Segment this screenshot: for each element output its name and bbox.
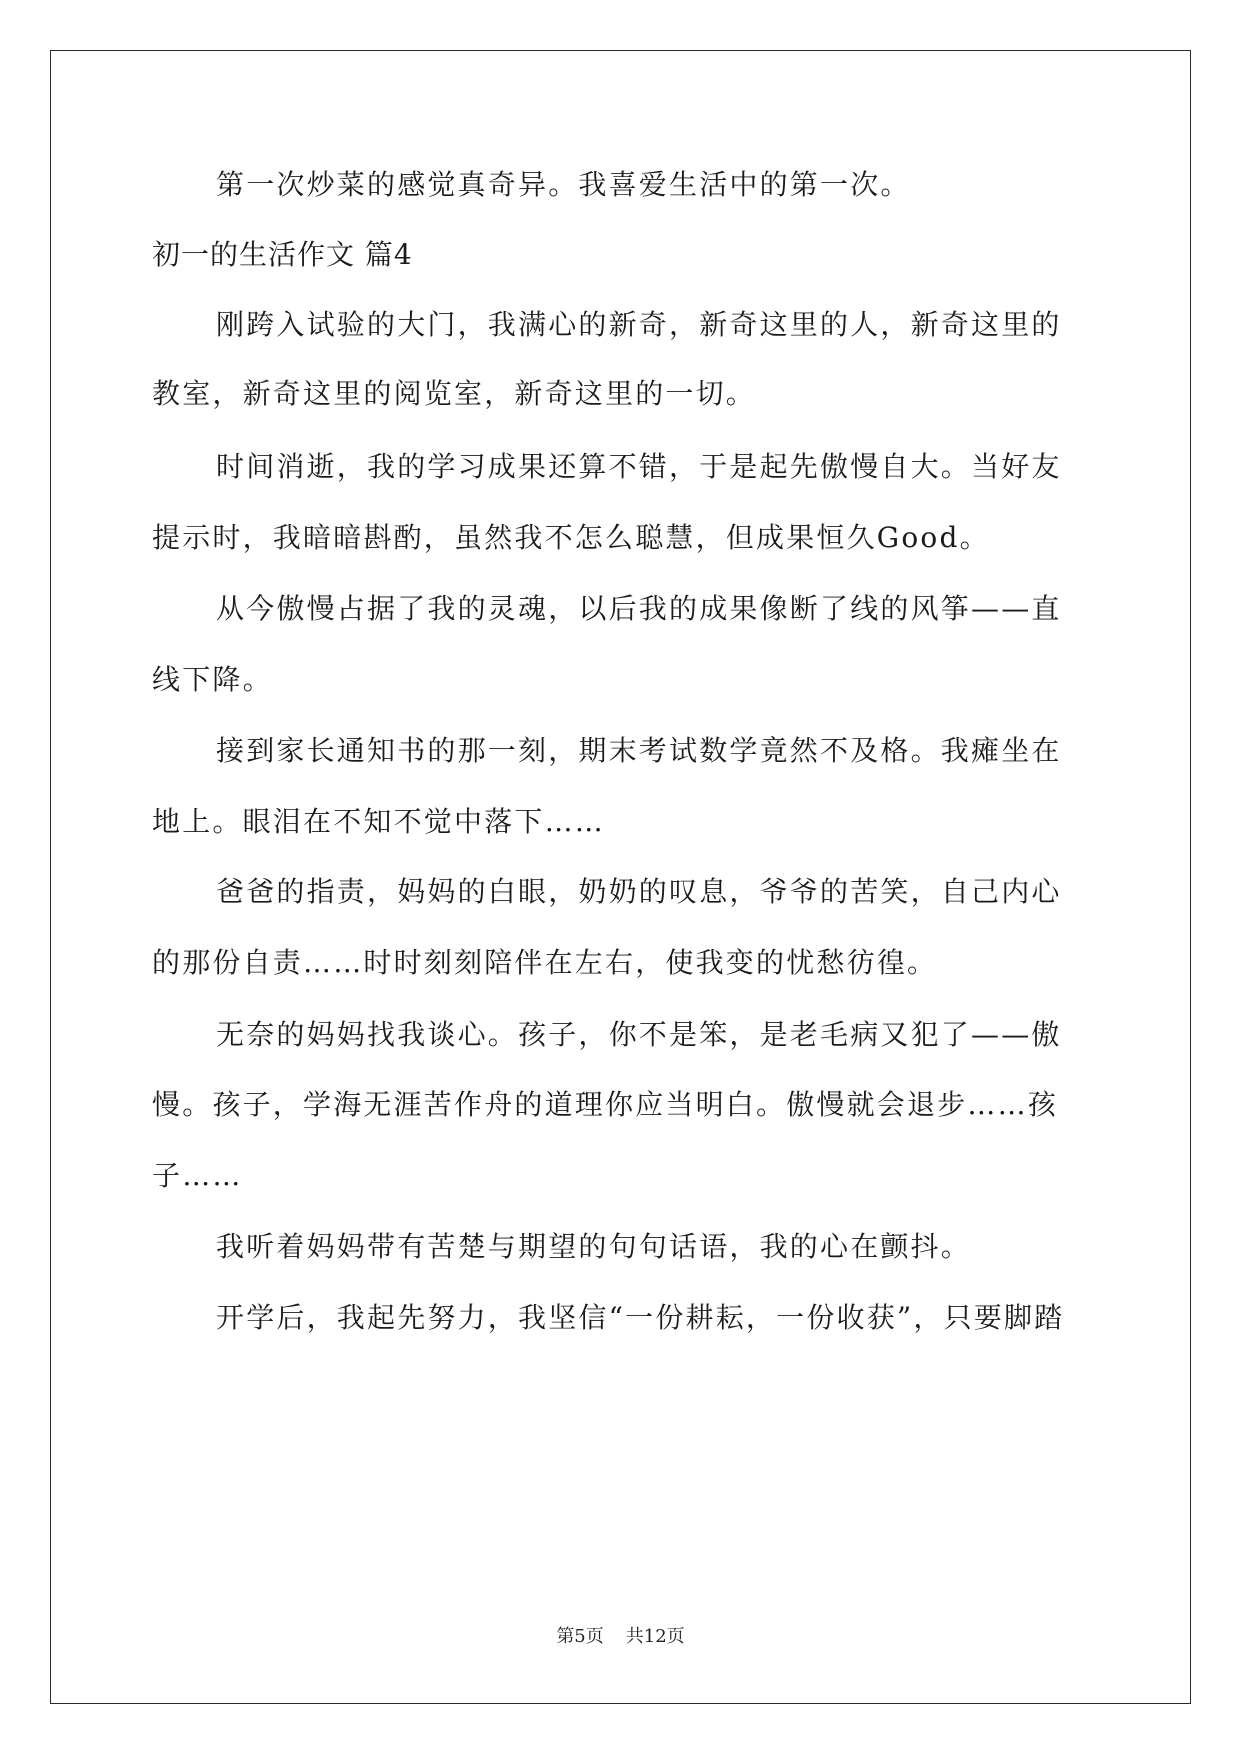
paragraph-line: 我听着妈妈带有苦楚与期望的句句话语，我的心在颤抖。	[216, 1230, 972, 1263]
paragraph-line: 开学后，我起先努力，我坚信“一份耕耘，一份收获”，只要脚踏	[216, 1301, 1065, 1334]
paragraph-line: 子……	[152, 1159, 243, 1192]
page-total: 共12页	[625, 1626, 685, 1647]
paragraph-line: 地上。眼泪在不知不觉中落下……	[152, 805, 606, 838]
paragraph-line: 慢。孩子，学海无涯苦作舟的道理你应当明白。傲慢就会退步……孩	[152, 1088, 1059, 1121]
paragraph-line: 刚跨入试验的大门，我满心的新奇，新奇这里的人，新奇这里的	[216, 308, 1062, 341]
paragraph-line: 接到家长通知书的那一刻，期末考试数学竟然不及格。我瘫坐在	[216, 734, 1062, 767]
page-footer	[0, 1625, 1241, 1649]
paragraph-line: 的那份自责……时时刻刻陪伴在左右，使我变的忧愁彷徨。	[152, 946, 938, 979]
paragraph-line: 无奈的妈妈找我谈心。孩子，你不是笨，是老毛病又犯了——傲	[216, 1018, 1062, 1051]
paragraph-line: 爸爸的指责，妈妈的白眼，奶奶的叹息，爷爷的苦笑，自己内心	[216, 875, 1062, 908]
paragraph-line: 提示时，我暗暗斟酌，虽然我不怎么聪慧，但成果恒久Good。	[152, 521, 990, 554]
paragraph-line: 教室，新奇这里的阅览室，新奇这里的一切。	[152, 377, 757, 410]
page-number: 第5页	[556, 1626, 604, 1647]
paragraph-line: 时间消逝，我的学习成果还算不错，于是起先傲慢自大。当好友	[216, 450, 1062, 483]
paragraph-line: 线下降。	[152, 663, 273, 696]
section-heading: 初一的生活作文 篇4	[152, 238, 413, 271]
paragraph-line: 第一次炒菜的感觉真奇异。我喜爱生活中的第一次。	[216, 168, 911, 201]
paragraph-line: 从今傲慢占据了我的灵魂，以后我的成果像断了线的风筝——直	[216, 592, 1062, 625]
